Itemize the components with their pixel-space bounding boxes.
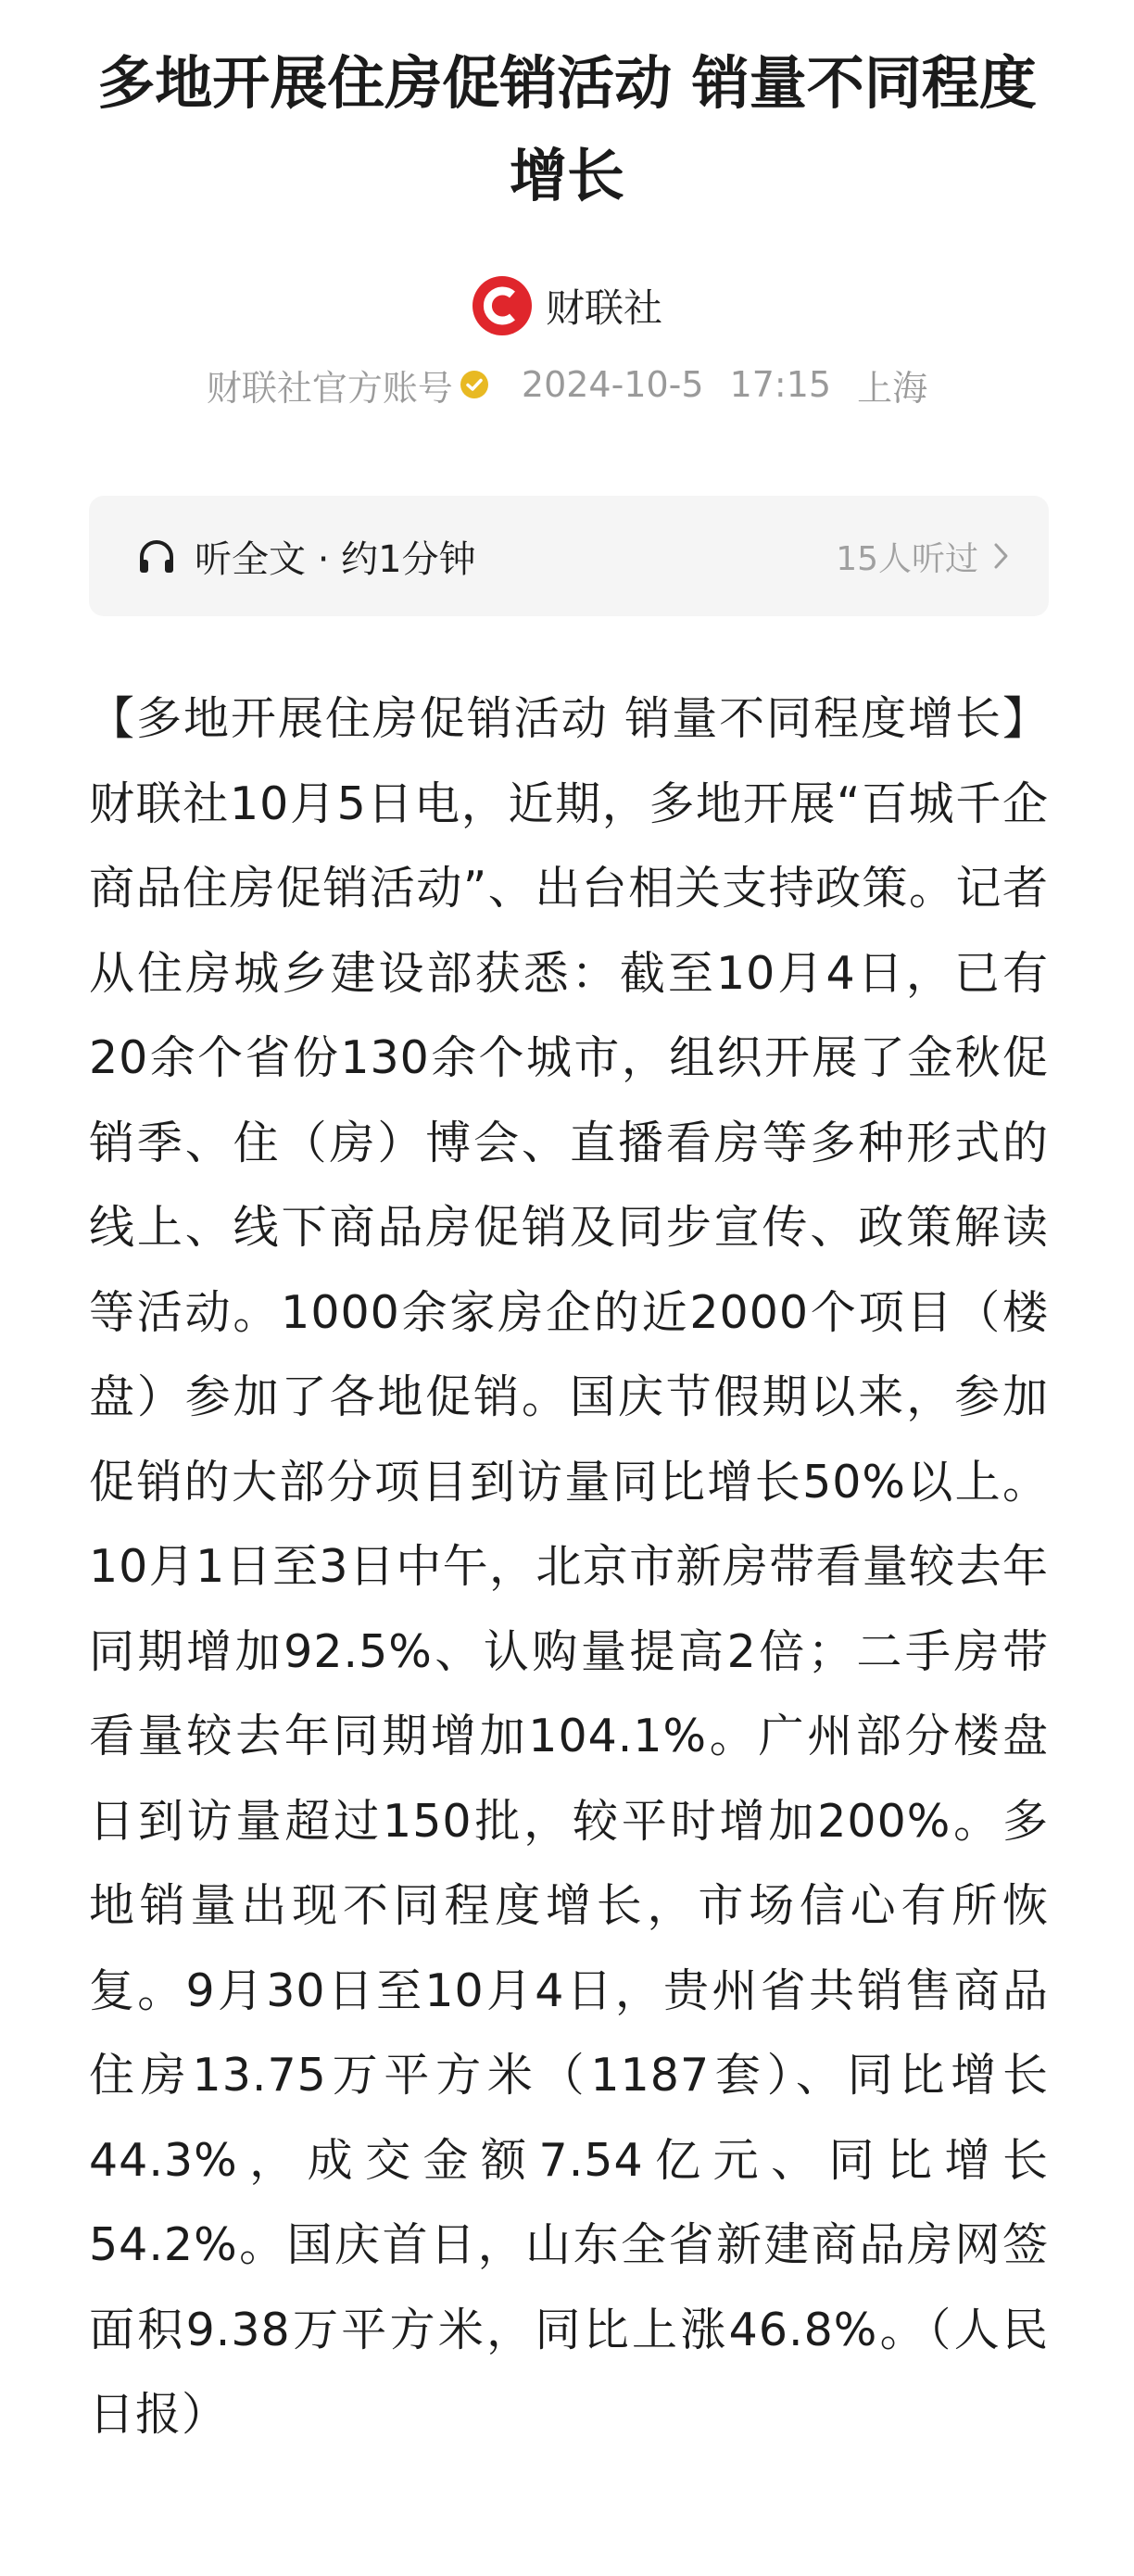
listen-count: 15人听过 [836,539,978,578]
publish-date: 2024-10-5 [521,364,704,405]
cls-logo-icon [472,275,533,336]
listen-full-text-bar[interactable] [89,496,1049,616]
verified-badge-icon [459,369,490,400]
author-account[interactable] [207,360,490,410]
source-row[interactable] [0,273,1134,338]
article-meta [0,357,1134,412]
source-name: 财联社 [545,285,662,331]
headphone-icon [135,535,178,577]
publish-location: 上海 [857,367,928,409]
author-account-name: 财联社官方账号 [206,367,453,409]
article-body: 【多地开展住房促销活动 销量不同程度增长】财联社10月5日电，近期，多地开展“百城千企商品住房促销活动”、出台相关支持政策。记者从住房城乡建设部获悉：截至10月4日，已有20余个省份130余个城市，组织开展了金秋促销季、住（房）博会、直播看房等多种形式的线上、线下商品房促销及同步宣传、政策解读等活动。1000余家房企的近2000个项目（楼盘）参加了各地促销。国庆节假期以来，参加促销的大部分项目到访量同比增长50%以上。10月1日至3日中午，北京市新房带看量较去年同期增加92.5%、认购量提高2倍；二手房带看量较去年同期增加104.1%。广州部分楼盘日到访量超过150批，较平时增加200%。多地销量出现不同程度增长，市场信心有所恢复。9月30日至10月4日，贵州省共销售商品住房13.75万平方米（1187套）、同比增长44.3%，成交金额7.54亿元、同比增长54.2%。国庆首日，山东全省新建商品房网签面积9.38万平方米，同比上涨46.8%。（人民日报） [89,692,1049,2441]
article-title: 多地开展住房促销活动 销量不同程度增长 [97,49,1037,209]
publish-time: 17:15 [729,364,832,405]
listen-label: 听全文 · 约1分钟 [195,537,476,581]
chevron-right-icon [991,540,1012,572]
